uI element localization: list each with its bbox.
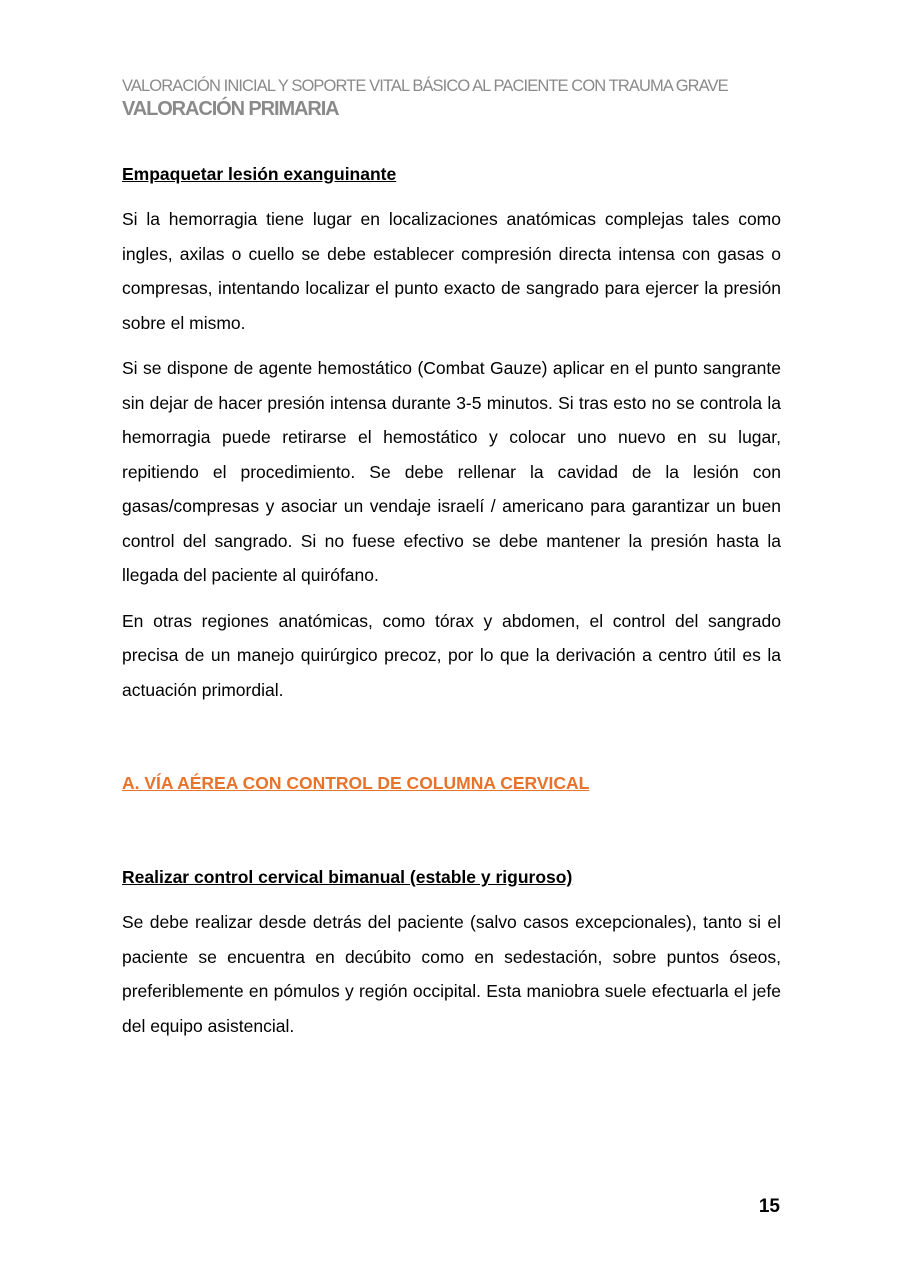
- chapter-title: VALORACIÓN PRIMARIA: [122, 98, 339, 120]
- page-body: [122, 160, 781, 1043]
- paragraph: Se debe realizar desde detrás del paciente (salvo casos excepcionales), tanto si el paciente se encuentra en decúbito como en sedestación, sobre puntos óseos, preferiblemente en pómulos y región occipital. Esta maniobra suele efectuarla el jefe del equipo asistencial.: [122, 912, 781, 1036]
- subheading-control-cervical: Realizar control cervical bimanual (estable y riguroso): [122, 867, 573, 887]
- section-heading-via-aerea: A. VÍA AÉREA CON CONTROL DE COLUMNA CERVICAL: [122, 773, 590, 793]
- paragraph: Si la hemorragia tiene lugar en localizaciones anatómicas complejas tales como ingles, axilas o cuello se debe establecer compresión directa intensa con gasas o compresas, intentando localizar el punto exacto de sangrado para ejercer la presión sobre el mismo.: [122, 209, 781, 333]
- document-title: VALORACIÓN INICIAL Y SOPORTE VITAL BÁSICO AL PACIENTE CON TRAUMA GRAVE: [122, 77, 728, 95]
- paragraph: En otras regiones anatómicas, como tórax y abdomen, el control del sangrado precisa de un manejo quirúrgico precoz, por lo que la derivación a centro útil es la actuación primordial.: [122, 610, 781, 700]
- running-header: [122, 76, 822, 122]
- subheading-empaquetar: Empaquetar lesión exanguinante: [122, 164, 397, 184]
- page-number: 15: [758, 1196, 780, 1217]
- paragraph: Si se dispone de agente hemostático (Combat Gauze) aplicar en el punto sangrante sin dejar de hacer presión intensa durante 3-5 minutos. Si tras esto no se controla la hemorragia puede retirarse el hemostático y colocar uno nuevo en su lugar, repitiendo el procedimiento. Se debe rellenar la cavidad de la lesión con gasas/compresas y asociar un vendaje israelí / americano para garantizar un buen control del sangrado. Si no fuese efectivo se debe mantener la presión hasta la llegada del paciente al quirófano.: [122, 358, 781, 585]
